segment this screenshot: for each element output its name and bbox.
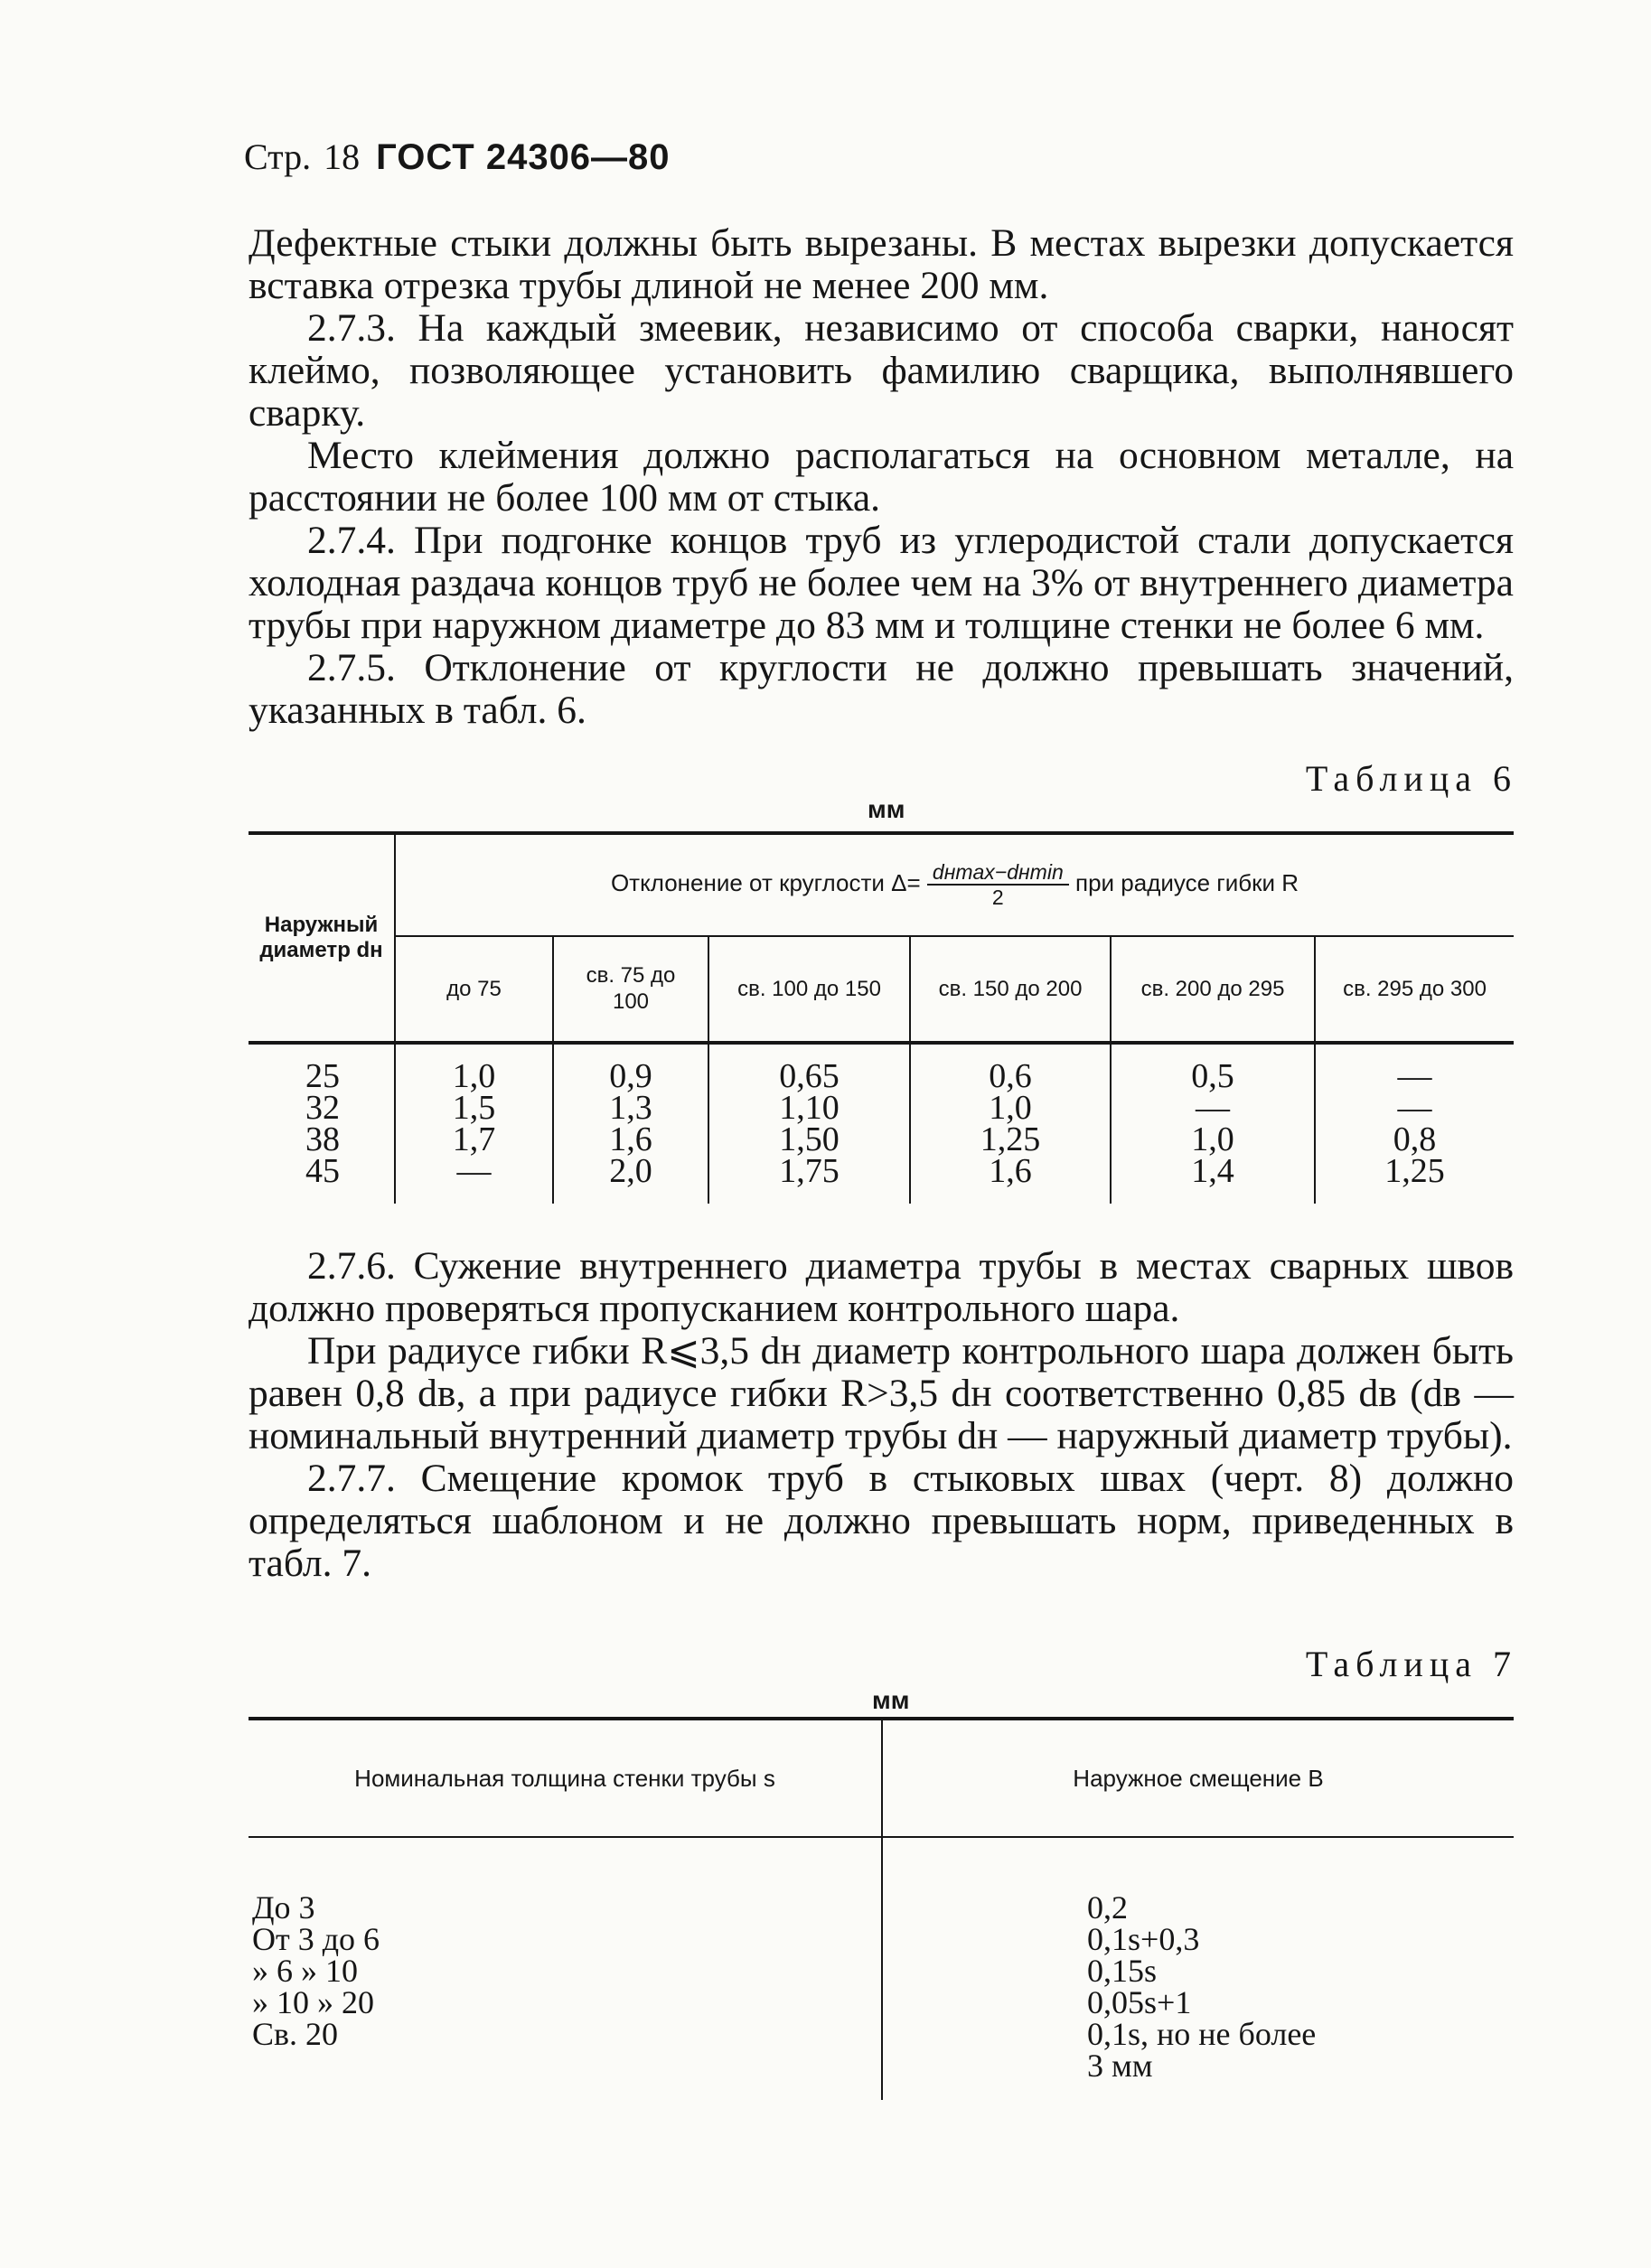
table6-diameter-header: Наружный диаметр dн	[249, 833, 395, 1043]
paragraph: Место клеймения должно располагаться на основном металле, на расстоянии не более 100 мм от стыка.	[249, 434, 1514, 520]
table6-cell: 1,6	[553, 1124, 708, 1156]
table6-cell: 1,0	[910, 1092, 1111, 1124]
table7-cell: 0,05s+1	[1087, 1984, 1192, 2020]
paragraph: При радиусе гибки R⩽3,5 dн диаметр контрольного шара должен быть равен 0,8 dв, а при радиусе гибки R>3,5 dн соответственно 0,85 dв (dв — номинальный внутренний диаметр трубы dн — наружный диаметр трубы).	[249, 1329, 1514, 1457]
table7-cell: 3 мм	[1087, 2048, 1153, 2084]
table6-unit: мм	[868, 795, 905, 823]
table7-col1-header: Номинальная толщина стенки трубы s	[249, 1719, 882, 1837]
table7-unit: мм	[872, 1686, 910, 1714]
table6-cell: 1,50	[708, 1124, 910, 1156]
table-row	[249, 2050, 1514, 2100]
table6-cell: 1,25	[910, 1124, 1111, 1156]
table7-cell: Св. 20	[249, 2019, 882, 2050]
table7-cell: 0,1s, но не более	[1087, 2016, 1317, 2052]
table-6	[249, 831, 1514, 1204]
table6-cell: 0,6	[910, 1043, 1111, 1092]
table-7	[249, 1717, 1514, 2100]
paragraph-2-7-7: 2.7.7. Смещение кромок труб в стыковых швах (черт. 8) должно определяться шаблоном и не должно превышать норм, приведенных в табл. 7.	[249, 1457, 1514, 1585]
table6-formula	[927, 860, 1069, 909]
table6-cell: 2,0	[553, 1156, 708, 1204]
table-row	[249, 2019, 1514, 2050]
table6-cell: 38	[249, 1124, 395, 1156]
table6-radius-header: св. 75 до 100	[553, 936, 708, 1043]
table7-cell: » 6 » 10	[249, 1955, 882, 1987]
table6-cell: 1,3	[553, 1092, 708, 1124]
table7-cell: До 3	[249, 1837, 882, 1924]
table6-cell: 1,4	[1111, 1156, 1315, 1204]
paragraph: Дефектные стыки должны быть вырезаны. В местах вырезки допускается вставка отрезка трубы длиной не менее 200 мм.	[249, 221, 1514, 307]
page-label: Стр.	[244, 136, 312, 177]
table-row	[249, 1837, 1514, 1924]
table6-cell: —	[395, 1156, 553, 1204]
table6-cell: 1,5	[395, 1092, 553, 1124]
paragraph-2-7-5: 2.7.5. Отклонение от круглости не должно превышать значений, указанных в табл. 6.	[249, 646, 1514, 732]
table6-cell: 0,9	[553, 1043, 708, 1092]
table6-cell: 1,0	[1111, 1124, 1315, 1156]
table6-cell: 0,8	[1393, 1120, 1437, 1158]
table6-radius-header: св. 150 до 200	[910, 936, 1111, 1043]
table7-cell: 0,2	[1087, 1889, 1128, 1926]
table6-cell: 32	[249, 1092, 395, 1124]
standard-designation: ГОСТ 24306—80	[376, 137, 671, 177]
table6-cell: —	[1397, 1057, 1432, 1095]
table7-cell: » 10 » 20	[249, 1987, 882, 2019]
paragraph-2-7-3: 2.7.3. На каждый змеевик, независимо от способа сварки, наносят клеймо, позволяющее установить фамилию сварщика, выполнявшего сварку.	[249, 306, 1514, 435]
table6-cell: 0,5	[1111, 1043, 1315, 1092]
table-row	[249, 1955, 1514, 1987]
table6-cell: 1,25	[1384, 1152, 1445, 1190]
table7-cell	[249, 2050, 882, 2100]
body-text-block-1	[249, 222, 1514, 732]
table7-col2-header: Наружное смещение B	[882, 1719, 1514, 1837]
table6-radius-header: св. 200 до 295	[1111, 936, 1315, 1043]
body-text-block-2	[249, 1245, 1514, 1585]
paragraph-2-7-4: 2.7.4. При подгонке концов труб из углеродистой стали допускается холодная раздача концов труб не более чем на 3% от внутреннего диаметра трубы при наружном диаметре до 83 мм и толщине стенки не более 6 мм.	[249, 519, 1514, 647]
table6-cell: 0,65	[708, 1043, 910, 1092]
table6-cell: —	[1397, 1089, 1432, 1127]
table7-cell: 0,15s	[1087, 1953, 1158, 1989]
table-row	[249, 1156, 1514, 1204]
table6-cell: 1,10	[708, 1092, 910, 1124]
table6-cell: 1,75	[708, 1156, 910, 1204]
table6-cell: —	[1111, 1092, 1315, 1124]
table6-cell: 1,7	[395, 1124, 553, 1156]
table-row	[249, 1924, 1514, 1955]
page-header	[244, 136, 671, 178]
paragraph-2-7-6: 2.7.6. Сужение внутреннего диаметра трубы в местах сварных швов должно проверяться пропусканием контрольного шара.	[249, 1244, 1514, 1330]
table6-cell: 1,0	[395, 1043, 553, 1092]
table6-formula-numerator: dнmax−dнmin	[927, 860, 1069, 886]
table6-cell: 25	[249, 1043, 395, 1092]
table-row	[249, 1092, 1514, 1124]
table6-group-suffix: при радиусе гибки R	[1074, 869, 1299, 897]
table6-formula-denominator: 2	[991, 886, 1004, 910]
table-row	[249, 1987, 1514, 2019]
table-row	[249, 1043, 1514, 1092]
page-number: 18	[324, 136, 361, 177]
table6-cell: 1,6	[910, 1156, 1111, 1204]
table6-group-header	[395, 833, 1514, 936]
table6-group-prefix: Отклонение от круглости Δ=	[610, 869, 921, 897]
table-row	[249, 1124, 1514, 1156]
table6-radius-header: до 75	[395, 936, 553, 1043]
table7-cell: От 3 до 6	[249, 1924, 882, 1955]
table6-radius-header: св. 295 до 300	[1315, 936, 1514, 1043]
table7-cell: 0,1s+0,3	[1087, 1921, 1200, 1957]
table6-cell: 45	[249, 1156, 395, 1204]
table6-caption: Таблица 6	[1305, 758, 1517, 799]
table6-radius-header: св. 100 до 150	[708, 936, 910, 1043]
table7-caption: Таблица 7	[1305, 1644, 1517, 1684]
